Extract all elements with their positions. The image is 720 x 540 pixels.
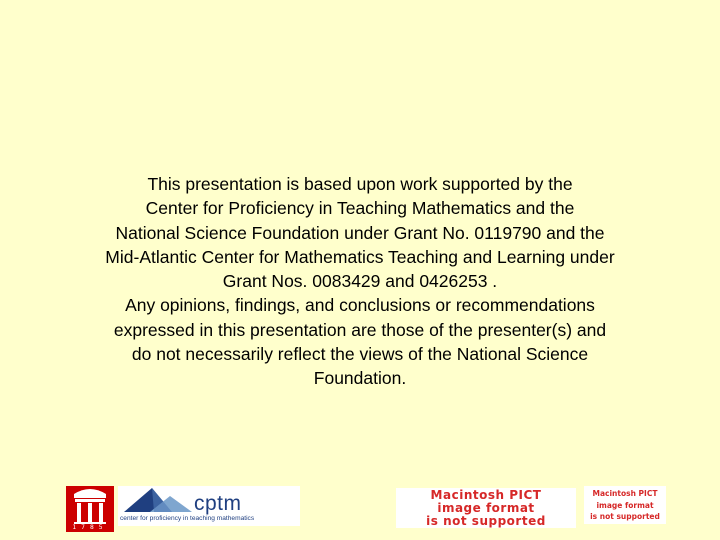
text-line: Any opinions, findings, and conclusions or recommendations — [125, 295, 595, 316]
uga-year: 1785 — [72, 524, 108, 531]
text-line: Mid-Atlantic Center for Mathematics Teaching and Learning under — [105, 246, 615, 267]
uga-arch-logo — [66, 486, 114, 532]
text-line: This presentation is based upon work supported by the — [147, 174, 573, 194]
cptm-wordmark: cptm — [194, 492, 242, 515]
unsupported-image-placeholder-small — [584, 486, 666, 524]
placeholder-line: image format — [596, 500, 654, 510]
placeholder-line: is not supported — [590, 512, 660, 521]
placeholder-line: is not supported — [426, 514, 546, 528]
arch-icon — [66, 486, 114, 526]
text-line: Grant Nos. 0083429 and 0426253 . — [222, 271, 498, 292]
placeholder-line: Macintosh PICT — [592, 489, 658, 498]
cptm-tagline: center for proficiency in teaching mathematics — [120, 515, 255, 522]
text-line: expressed in this presentation are those of the presenter(s) and — [113, 319, 607, 340]
text-line: do not necessarily reflect the views of the National Science — [131, 344, 589, 365]
text-line: Foundation. — [313, 368, 407, 389]
text-line: Center for Proficiency in Teaching Mathematics and the — [145, 198, 575, 219]
placeholder-line: image format — [437, 501, 535, 515]
text-line: National Science Foundation under Grant No. 0119790 and the — [115, 222, 605, 243]
placeholder-line: Macintosh PICT — [430, 488, 542, 502]
unsupported-image-placeholder — [396, 488, 576, 528]
triangle-logo-icon — [120, 486, 196, 514]
acknowledgement-text — [40, 172, 680, 391]
cptm-logo — [118, 486, 300, 526]
